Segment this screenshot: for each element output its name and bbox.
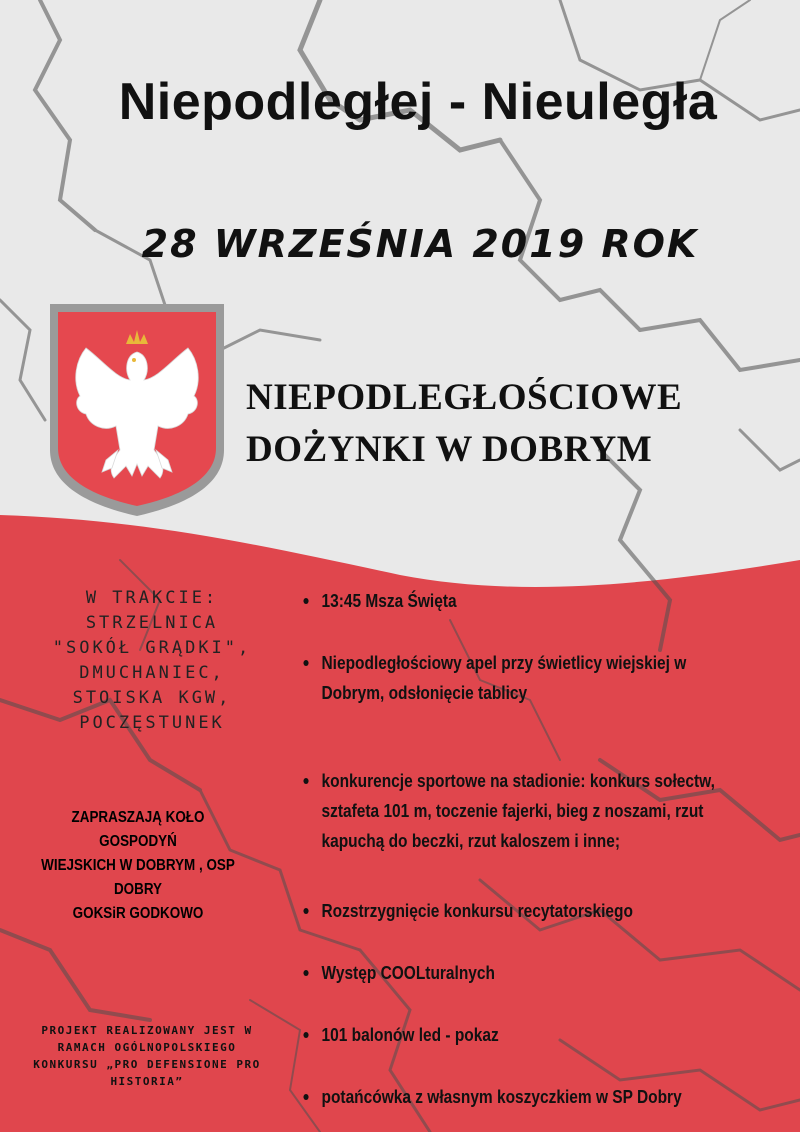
program-item-line: 101 balonów led - pokaz [321,1025,499,1045]
event-name-line-1: NIEPODLEGŁOŚCIOWE [246,377,683,418]
program-item-line: Dobrym, odsłonięcie tablicy [321,683,528,703]
program-item [300,896,764,926]
program-item-line: potańcówka z własnym koszyczkiem w SP Dobry [321,1087,682,1107]
polish-eagle-emblem-icon [46,300,228,520]
project-note-line: RAMACH OGÓLNOPOLSKIEGO [57,1041,237,1054]
attractions-line: STRZELNICA [85,613,219,633]
program-item [300,648,764,708]
program-item-line: Występ COOLturalnych [321,963,495,983]
attractions-line: POCZĘSTUNEK [79,713,225,733]
organizers-line: DOBRY [113,881,163,898]
attractions-line: DMUCHANIEC, [79,663,225,683]
program-item [300,1020,764,1050]
organizers-line: WIEJSKICH W DOBRYM , OSP [41,857,235,874]
poster-title: Niepodległej - Nieuległa [118,73,718,131]
attractions-line: STOISKA KGW, [72,688,232,708]
project-note-line: HISTORIA” [110,1075,184,1088]
event-name [246,372,786,476]
project-note [18,1022,276,1090]
program-item-line: Niepodległościowy apel przy świetlicy wiejskiej w [321,653,687,673]
program-item [300,586,764,616]
attractions-text [18,586,286,736]
program-item [300,766,764,856]
program-item-line: sztafeta 101 m, toczenie fajerki, bieg z noszami, rzut [321,801,704,821]
organizers-line: GOKSiR GODKOWO [72,905,204,922]
program-item-line: kapuchą do beczki, rzut kaloszem i inne; [321,831,621,851]
program-item-line: Rozstrzygnięcie konkursu recytatorskiego [321,901,633,921]
project-note-line: KONKURSU „PRO DEFENSIONE PRO [33,1058,261,1071]
attractions-line: "SOKÓŁ GRĄDKI", [52,638,252,658]
attractions-line: W TRAKCIE: [85,588,219,608]
program-item-line: 13:45 Msza Święta [321,591,457,611]
organizers-text [32,806,244,926]
event-name-line-2: DOŻYNKI W DOBRYM [246,429,653,470]
project-note-line: PROJEKT REALIZOWANY JEST W [41,1024,253,1037]
program-item [300,1082,764,1112]
program-item-line: konkurencje sportowe na stadionie: konkurs sołectw, [321,771,715,791]
event-date: 28 WRZEŚNIA 2019 ROK [141,222,699,266]
program-item [300,958,764,988]
organizers-line: ZAPRASZAJĄ KOŁO GOSPODYŃ [71,809,205,850]
